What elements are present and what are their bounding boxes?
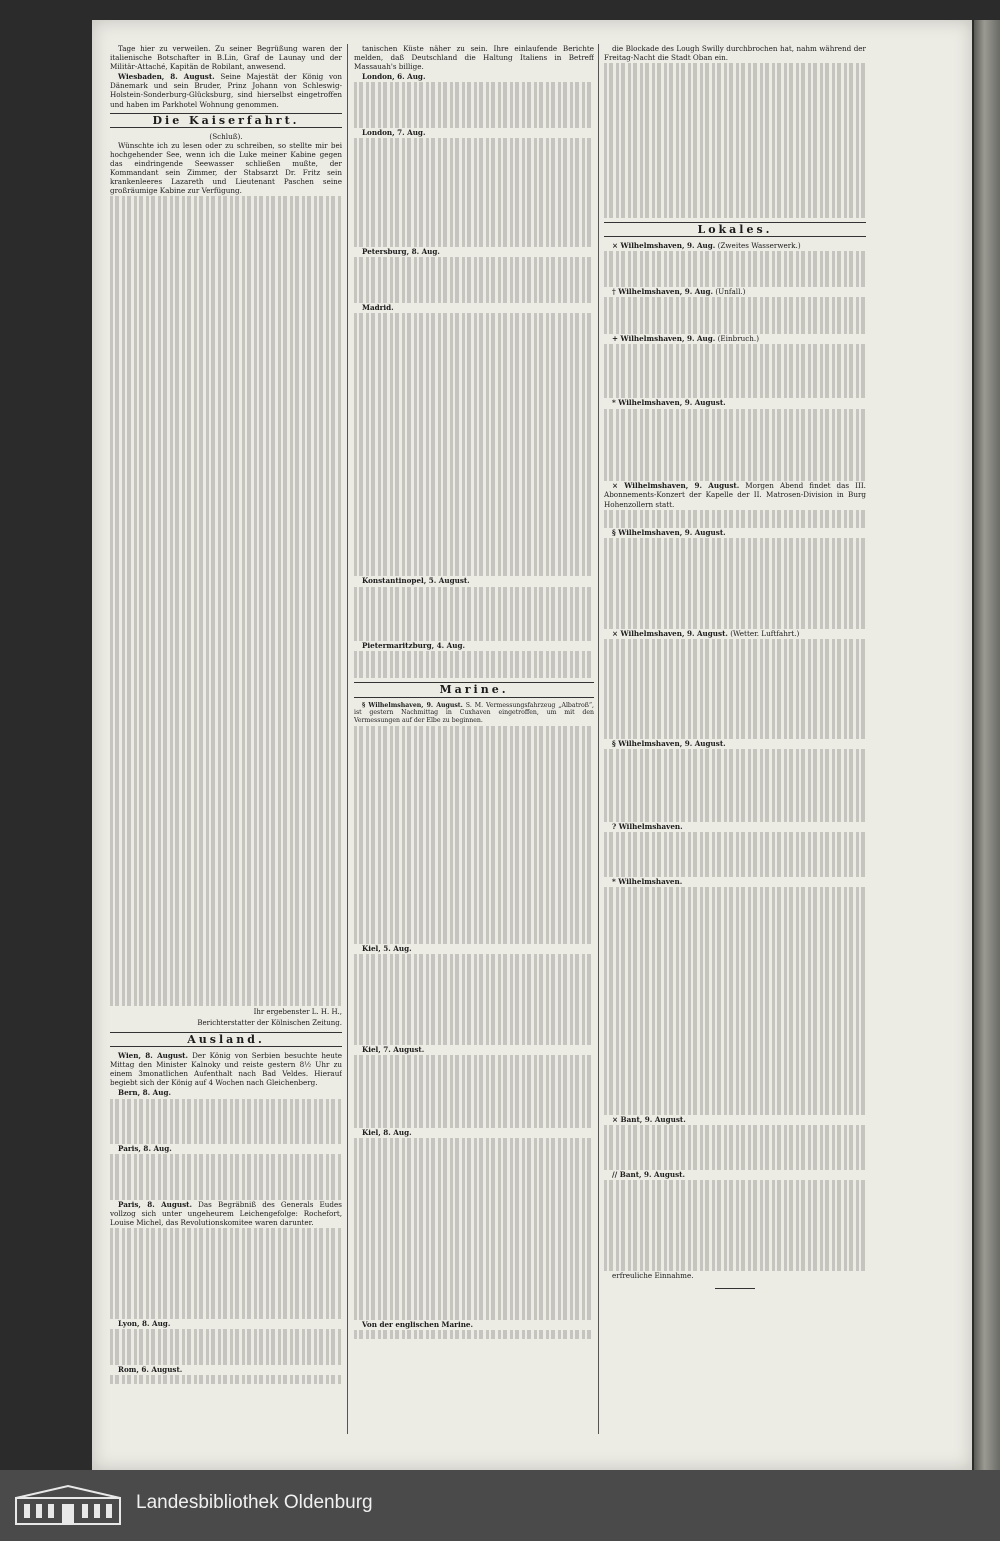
dateline: § Wilhelmshaven, 9. August. bbox=[612, 738, 726, 748]
article-text bbox=[604, 739, 866, 748]
article-text bbox=[604, 528, 866, 537]
library-building-logo-icon bbox=[14, 1484, 122, 1526]
dateline: × Wilhelmshaven, 9. August. bbox=[612, 628, 728, 638]
illegible-text-block bbox=[604, 409, 866, 482]
article-text bbox=[110, 1088, 342, 1097]
illegible-text-block bbox=[354, 954, 594, 1045]
dateline: Bern, 8. Aug. bbox=[118, 1088, 172, 1098]
article-text bbox=[354, 72, 594, 81]
article-text bbox=[604, 398, 866, 407]
dateline: Konstantinopel, 5. August. bbox=[362, 576, 470, 586]
illegible-text-block bbox=[604, 1125, 866, 1170]
illegible-text-block bbox=[604, 510, 866, 528]
column-2 bbox=[354, 44, 594, 1444]
article-text bbox=[354, 641, 594, 650]
article-text: † Wilhelmshaven, 9. Aug. (Unfall.) bbox=[612, 287, 746, 297]
section-subtitle: (Schluß). bbox=[209, 131, 243, 141]
article-text bbox=[604, 877, 866, 886]
illegible-text-block bbox=[604, 832, 866, 877]
signoff-role: Berichterstatter der Kölnischen Zeitung. bbox=[197, 1018, 342, 1027]
illegible-text-block bbox=[354, 587, 594, 642]
illegible-text-block bbox=[604, 749, 866, 822]
illegible-text-block bbox=[354, 1138, 594, 1320]
article-text: tanischen Küste näher zu sein. Ihre einlaufende Berichte melden, daß Deutschland die Haltung Italiens in Betreff Massauah's billige. bbox=[354, 44, 594, 72]
article-text bbox=[354, 576, 594, 585]
article-text bbox=[110, 1144, 342, 1153]
column-1 bbox=[110, 44, 342, 1444]
dateline: * Wilhelmshaven. bbox=[612, 877, 683, 887]
next-page-edge bbox=[974, 20, 1000, 1470]
article-text: Wien, 8. August. Der König von Serbien besuchte heute Mittag den Minister Kalnoky und reiste gestern 8½ Uhr zu einem 3monatlichen Aufenthalt nach Bad Veldes. Hierauf begiebt sich der König auf 4 Wochen nach Gleichenberg. bbox=[110, 1051, 342, 1088]
illegible-text-block bbox=[354, 651, 594, 678]
dateline: § Wilhelmshaven, 9. August. bbox=[362, 701, 463, 709]
article-text: + Wilhelmshaven, 9. Aug. (Einbruch.) bbox=[612, 333, 759, 343]
dateline: × Bant, 9. August. bbox=[612, 1114, 686, 1124]
article-text bbox=[110, 1319, 342, 1328]
illegible-text-block bbox=[354, 1330, 594, 1339]
article-text: Wiesbaden, 8. August. Seine Majestät der König von Dänemark und sein Bruder, Prinz Johann von Schleswig-Holstein-Sonderburg-Glücksburg, sind hierselbst eingetroffen und haben im Parkhotel Wohnung genommen. bbox=[110, 72, 342, 109]
dateline: Paris, 8. Aug. bbox=[118, 1143, 172, 1153]
dateline: × Wilhelmshaven, 9. August. bbox=[612, 481, 740, 491]
article-text: Wünschte ich zu lesen oder zu schreiben, so stellte mir bei hochgehender See, wenn ich die Luke meiner Kabine gegen das eindringende Seewasser schließen mußte, der Kommandant sein Zimmer, der Stabsarzt Dr. Fritz sein krankenleeres Lazareth und Lieutenant Paschen seine großräumige Kabine zur Verfügung. bbox=[110, 140, 342, 196]
section-title-ausland: Ausland. bbox=[110, 1032, 342, 1047]
dateline: London, 6. Aug. bbox=[362, 72, 426, 82]
dateline: § Wilhelmshaven, 9. August. bbox=[612, 527, 726, 537]
illegible-text-block bbox=[354, 138, 594, 247]
article-text: die Blockade des Lough Swilly durchbrochen hat, nahm während der Freitag-Nacht die Stadt Oban ein. bbox=[604, 44, 866, 63]
illegible-text-block bbox=[110, 1375, 342, 1384]
column-rule bbox=[347, 44, 348, 1434]
article-text bbox=[354, 1045, 594, 1054]
article-text: × Wilhelmshaven, 9. August. (Wetter. Luftfahrt.) bbox=[612, 628, 800, 638]
library-footer bbox=[0, 1470, 1000, 1541]
library-name: Landesbibliothek Oldenburg bbox=[136, 1492, 373, 1513]
section-title-lokales: Lokales. bbox=[604, 222, 866, 237]
article-text bbox=[354, 1320, 594, 1329]
dateline: London, 7. Aug. bbox=[362, 127, 426, 137]
illegible-text-block bbox=[604, 887, 866, 1114]
dateline: Kiel, 5. Aug. bbox=[362, 944, 412, 954]
article-text bbox=[604, 822, 866, 831]
column-3 bbox=[604, 44, 866, 1444]
dateline: Kiel, 8. Aug. bbox=[362, 1128, 412, 1138]
illegible-text-block bbox=[354, 1055, 594, 1128]
article-text bbox=[604, 1115, 866, 1124]
article-text: × Wilhelmshaven, 9. Aug. (Zweites Wasserwerk.) bbox=[612, 240, 801, 250]
dateline: Rom, 6. August. bbox=[118, 1365, 183, 1375]
article-text bbox=[354, 944, 594, 953]
illegible-text-block bbox=[110, 1154, 342, 1199]
dateline: × Wilhelmshaven, 9. Aug. bbox=[612, 240, 716, 250]
dateline: Wiesbaden, 8. August. bbox=[118, 72, 215, 82]
illegible-text-block bbox=[604, 538, 866, 629]
illegible-text-block bbox=[354, 726, 594, 944]
dateline: † Wilhelmshaven, 9. Aug. bbox=[612, 287, 714, 297]
article-text bbox=[354, 1128, 594, 1137]
article-text bbox=[354, 128, 594, 137]
dateline: Madrid. bbox=[362, 302, 394, 312]
column-rule bbox=[598, 44, 599, 1434]
dateline: Pietermaritzburg, 4. Aug. bbox=[362, 641, 465, 651]
dateline: Paris, 8. August. bbox=[118, 1199, 192, 1209]
section-title-kaiserfahrt: Die Kaiserfahrt. bbox=[110, 113, 342, 128]
article-end-text: erfreuliche Einnahme. bbox=[612, 1271, 694, 1281]
article-text bbox=[354, 303, 594, 312]
illegible-text-block bbox=[354, 82, 594, 127]
article-text: § Wilhelmshaven, 9. August. S. M. Vermessungsfahrzeug „Albatroß“, ist gestern Nachmittag in Cuxhaven eingetroffen, um mit den Vermessungen auf der Elbe zu beginnen. bbox=[354, 701, 594, 725]
article-text: Tage hier zu verweilen. Zu seiner Begrüßung waren der italienische Botschafter in B.Lin, Graf de Launay und der Militär-Attaché, Kapitän de Robilant, anwesend. bbox=[110, 44, 342, 72]
signoff: Ihr ergebenster L. H. H., bbox=[253, 1007, 342, 1016]
illegible-text-block bbox=[604, 63, 866, 218]
dateline: Petersburg, 8. Aug. bbox=[362, 247, 440, 257]
article-text bbox=[354, 247, 594, 256]
dateline: Wien, 8. August. bbox=[118, 1051, 188, 1061]
article-text: × Wilhelmshaven, 9. August. Morgen Abend findet das III. Abonnements-Konzert der Kapelle der II. Matrosen-Division in Burg Hohenzollern statt. bbox=[604, 481, 866, 509]
dateline: Lyon, 8. Aug. bbox=[118, 1318, 171, 1328]
illegible-text-block bbox=[110, 1228, 342, 1319]
end-divider bbox=[715, 1288, 755, 1289]
illegible-text-block bbox=[604, 297, 866, 333]
illegible-text-block bbox=[604, 639, 866, 739]
illegible-text-block bbox=[110, 1099, 342, 1144]
article-text bbox=[110, 1365, 342, 1374]
illegible-text-block bbox=[354, 257, 594, 302]
illegible-text-block bbox=[604, 1180, 866, 1271]
dateline: + Wilhelmshaven, 9. Aug. bbox=[612, 333, 716, 343]
section-title-marine: Marine. bbox=[354, 682, 594, 697]
illegible-text-block bbox=[354, 313, 594, 577]
illegible-text-block bbox=[110, 1329, 342, 1365]
illegible-text-block bbox=[604, 344, 866, 399]
dateline: ? Wilhelmshaven. bbox=[612, 821, 683, 831]
article-text: Paris, 8. August. Das Begräbniß des Generals Eudes vollzog sich unter ungeheurem Leichengefolge: Rochefort, Louise Michel, das Revolutionskomitee waren darunter. bbox=[110, 1199, 342, 1227]
dateline: // Bant, 9. August. bbox=[612, 1170, 685, 1180]
dateline: Von der englischen Marine. bbox=[362, 1320, 473, 1330]
illegible-text-block bbox=[110, 196, 342, 1005]
dateline: Kiel, 7. August. bbox=[362, 1045, 425, 1055]
illegible-text-block bbox=[604, 251, 866, 287]
article-text bbox=[604, 1170, 866, 1179]
dateline: * Wilhelmshaven, 9. August. bbox=[612, 398, 726, 408]
